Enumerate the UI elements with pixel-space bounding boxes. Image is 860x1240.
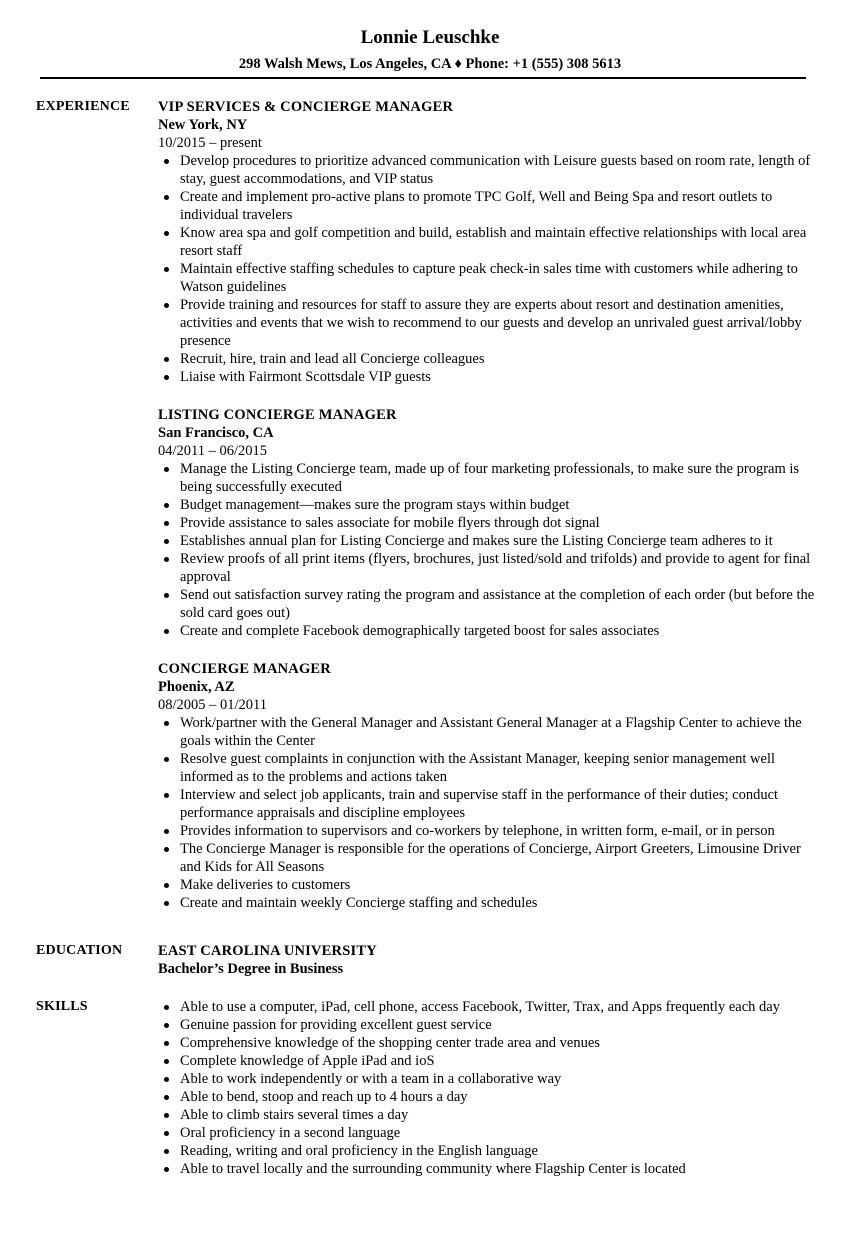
skill-item: Able to use a computer, iPad, cell phone, access Facebook, Twitter, Trax, and Apps frequently each day xyxy=(180,998,818,1016)
skill-item: Oral proficiency in a second language xyxy=(180,1124,818,1142)
job-dates: 10/2015 – present xyxy=(158,135,262,151)
job-title: LISTING CONCIERGE MANAGER xyxy=(158,407,397,423)
job-dates: 04/2011 – 06/2015 xyxy=(158,443,268,459)
bullet-item: Manage the Listing Concierge team, made up of four marketing professionals, to make sure the program is being successfully executed xyxy=(180,460,818,496)
job-bullets xyxy=(158,460,818,640)
bullet-item: Work/partner with the General Manager and Assistant General Manager at a Flagship Center to achieve the goals within the Center xyxy=(180,714,818,750)
job-entry xyxy=(158,98,818,386)
skill-item: Able to travel locally and the surrounding community where Flagship Center is located xyxy=(180,1160,818,1178)
candidate-name: Lonnie Leuschke xyxy=(360,27,500,48)
skill-item: Complete knowledge of Apple iPad and ioS xyxy=(180,1052,818,1070)
skill-item: Genuine passion for providing excellent guest service xyxy=(180,1016,818,1034)
skills-list xyxy=(158,998,818,1178)
bullet-item: Make deliveries to customers xyxy=(180,876,818,894)
skill-item: Reading, writing and oral proficiency in the English language xyxy=(180,1142,818,1160)
skill-item: Comprehensive knowledge of the shopping center trade area and venues xyxy=(180,1034,818,1052)
header-divider xyxy=(40,77,806,79)
job-title: CONCIERGE MANAGER xyxy=(158,661,331,677)
bullet-item: Provides information to supervisors and co-workers by telephone, in written form, e-mail, or in person xyxy=(180,822,818,840)
bullet-item: Create and complete Facebook demographically targeted boost for sales associates xyxy=(180,622,818,640)
school-name: EAST CAROLINA UNIVERSITY xyxy=(158,943,377,959)
job-location: Phoenix, AZ xyxy=(158,679,235,695)
bullet-item: The Concierge Manager is responsible for the operations of Concierge, Airport Greeters, Limousine Driver and Kids for All Seasons xyxy=(180,840,818,876)
job-bullets xyxy=(158,714,818,912)
bullet-item: Know area spa and golf competition and build, establish and maintain effective relationships with local area resort staff xyxy=(180,224,818,260)
job-entry xyxy=(158,660,818,912)
bullet-item: Create and implement pro-active plans to promote TPC Golf, Well and Being Spa and resort outlets to individual travelers xyxy=(180,188,818,224)
bullet-item: Recruit, hire, train and lead all Concierge colleagues xyxy=(180,350,818,368)
skills-body xyxy=(158,998,818,1178)
job-location: San Francisco, CA xyxy=(158,425,274,441)
contact-line: 298 Walsh Mews, Los Angeles, CA ♦ Phone: +1 (555) 308 5613 xyxy=(238,56,622,72)
job-dates: 08/2005 – 01/2011 xyxy=(158,697,268,713)
bullet-item: Create and maintain weekly Concierge staffing and schedules xyxy=(180,894,818,912)
section-label-education: EDUCATION xyxy=(36,943,123,958)
section-label-skills: SKILLS xyxy=(36,999,88,1014)
job-entry xyxy=(158,406,818,640)
bullet-item: Liaise with Fairmont Scottsdale VIP guests xyxy=(180,368,818,386)
degree-name: Bachelor’s Degree in Business xyxy=(158,961,344,977)
job-title: VIP SERVICES & CONCIERGE MANAGER xyxy=(158,99,454,115)
skill-item: Able to work independently or with a team in a collaborative way xyxy=(180,1070,818,1088)
bullet-item: Provide training and resources for staff to assure they are experts about resort and destination amenities, activities and events that we wish to recommend to our guests and develop an unrivaled guest arrival/lobby presence xyxy=(180,296,818,350)
skill-item: Able to bend, stoop and reach up to 4 hours a day xyxy=(180,1088,818,1106)
bullet-item: Develop procedures to prioritize advanced communication with Leisure guests based on room rate, length of stay, guest accommodations, and VIP status xyxy=(180,152,818,188)
bullet-item: Establishes annual plan for Listing Concierge and makes sure the Listing Concierge team adheres to it xyxy=(180,532,818,550)
experience-body xyxy=(158,98,818,932)
bullet-item: Maintain effective staffing schedules to capture peak check-in sales time with customers while adhering to Watson guidelines xyxy=(180,260,818,296)
bullet-item: Provide assistance to sales associate for mobile flyers through dot signal xyxy=(180,514,818,532)
education-body xyxy=(158,942,818,978)
section-label-experience: EXPERIENCE xyxy=(36,99,130,114)
bullet-item: Resolve guest complaints in conjunction with the Assistant Manager, keeping senior management well informed as to the problems and actions taken xyxy=(180,750,818,786)
job-location: New York, NY xyxy=(158,117,248,133)
bullet-item: Budget management—makes sure the program stays within budget xyxy=(180,496,818,514)
bullet-item: Interview and select job applicants, train and supervise staff in the performance of their duties; conduct performance appraisals and discipline employees xyxy=(180,786,818,822)
bullet-item: Review proofs of all print items (flyers, brochures, just listed/sold and trifolds) and provide to agent for final approval xyxy=(180,550,818,586)
skill-item: Able to climb stairs several times a day xyxy=(180,1106,818,1124)
resume-header xyxy=(0,26,860,73)
job-bullets xyxy=(158,152,818,386)
bullet-item: Send out satisfaction survey rating the program and assistance at the completion of each order (but before the sold card goes out) xyxy=(180,586,818,622)
